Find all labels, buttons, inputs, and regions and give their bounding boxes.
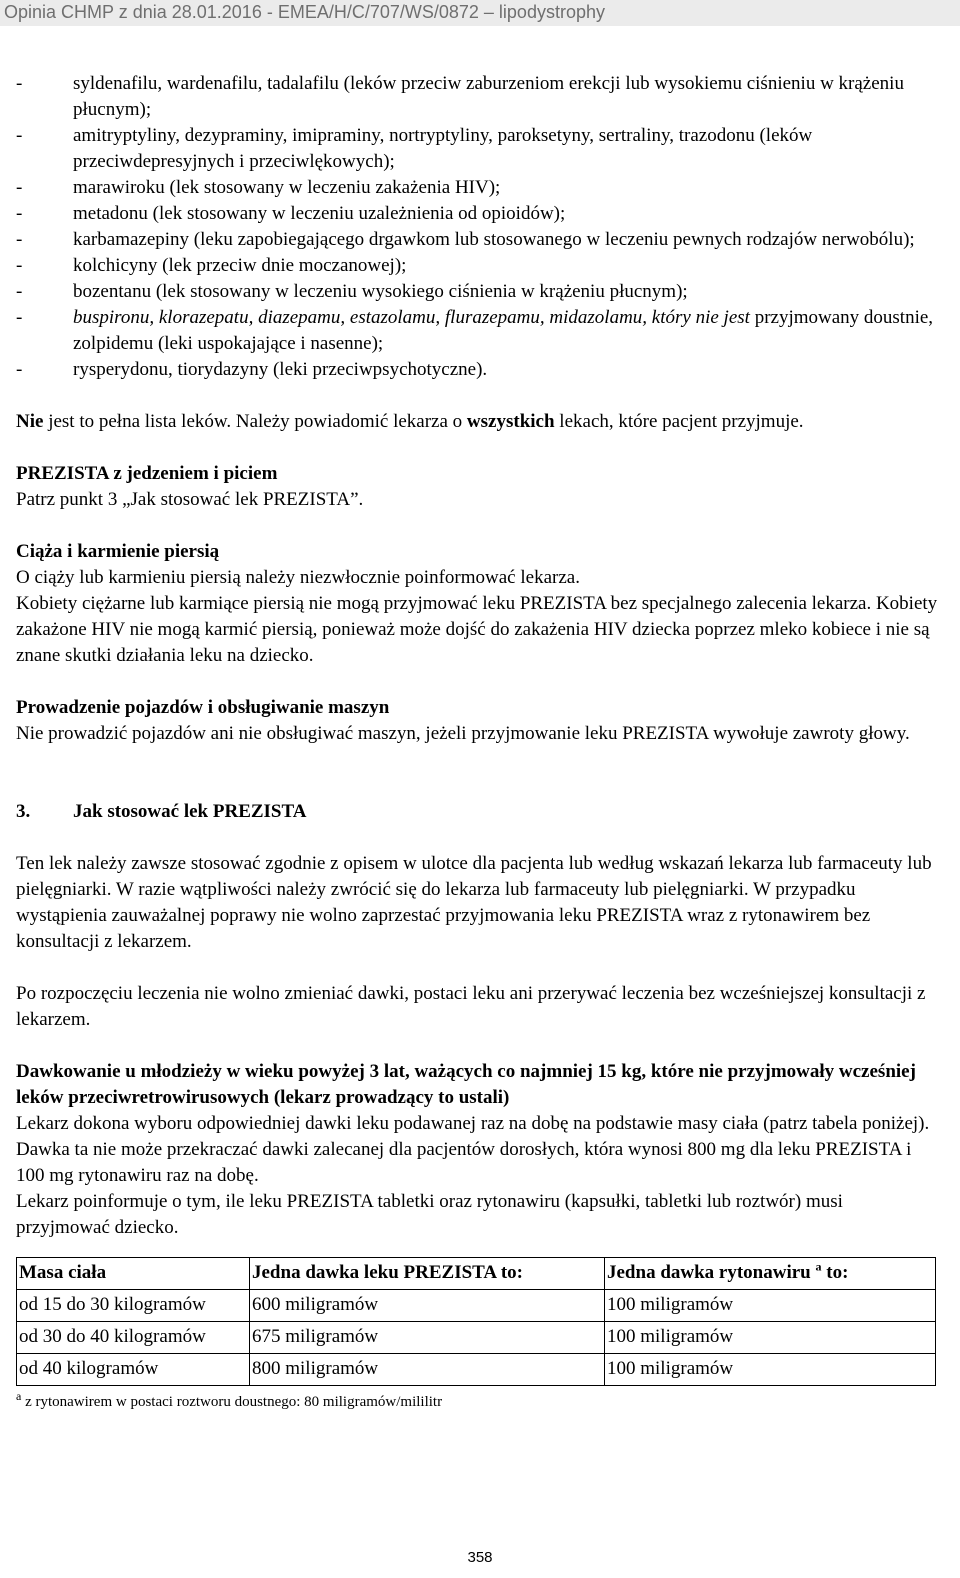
usage-paragraph: Ten lek należy zawsze stosować zgodnie z opisem w ulotce dla pacjenta lub według wskazań lekarza lub farmaceuty lub pielęgniarki. W razie wątpliwości należy zwrócić się do lekarza lub farmaceuty lub pielęgniarki. W przypadku wystąpienia zauważalnej poprawy nie wolno zaprzestać przyjmowania leku PREZISTA wraz z rytonawirem bez konsultacji z lekarzem.	[16, 853, 932, 952]
list-item: - bozentanu (lek stosowany w leczeniu wysokiego ciśnienia w krążeniu płucnym);	[16, 281, 688, 302]
table-cell: 800 miligramów	[250, 1354, 605, 1386]
list-item: - kolchicyny (lek przeciw dnie moczanowej);	[16, 255, 407, 276]
list-item: - karbamazepiny (leku zapobiegającego drgawkom lub stosowanego w leczeniu pewnych rodzajów nerwobólu);	[16, 229, 915, 250]
pregnancy-text: Kobiety ciężarne lub karmiące piersią nie mogą przyjmować leku PREZISTA bez specjalnego zalecenia lekarza. Kobiety zakażone HIV nie mogą karmić piersią, ponieważ może dojść do zakażenia HIV dziecka poprzez mleko kobiece i nie są znane skutki działania leku na dziecko.	[16, 593, 938, 666]
table-cell: 100 miligramów	[605, 1290, 936, 1322]
list-item: - metadonu (lek stosowany w leczeniu uzależnienia od opioidów);	[16, 203, 566, 224]
list-item: - marawiroku (lek stosowany w leczeniu zakażenia HIV);	[16, 177, 501, 198]
table-cell: od 15 do 30 kilogramów	[17, 1290, 250, 1322]
list-item: - amitryptyliny, dezypraminy, imipraminy, nortryptyliny, paroksetyny, sertraliny, trazodonu (leków przeciwdepresyjnych i przeciwlękowych);	[16, 125, 813, 172]
dosing-heading: Dawkowanie u młodzieży w wieku powyżej 3 lat, ważących co najmniej 15 kg, które nie przyjmowały wcześniej leków przeciwretrowirusowych (lekarz prowadzący to ustali)	[16, 1061, 916, 1108]
food-text: Patrz punkt 3 „Jak stosować lek PREZISTA”.	[16, 489, 364, 510]
table-cell: 100 miligramów	[605, 1354, 936, 1386]
list-item: - rysperydonu, tiorydazyny (leki przeciwpsychotyczne).	[16, 359, 488, 380]
table-header-row	[17, 1258, 936, 1290]
dosing-table	[16, 1257, 936, 1386]
table-cell: 600 miligramów	[250, 1290, 605, 1322]
dosing-text: Lekarz poinformuje o tym, ile leku PREZISTA tabletki oraz rytonawiru (kapsułki, tabletki lub roztwór) musi przyjmować dziecko.	[16, 1191, 843, 1238]
table-cell: 675 miligramów	[250, 1322, 605, 1354]
list-item: - syldenafilu, wardenafilu, tadalafilu (leków przeciw zaburzeniom erekcji lub wysokiemu ciśnieniu w krążeniu płucnym);	[16, 73, 904, 120]
list-item: - buspironu, klorazepatu, diazepamu, estazolamu, flurazepamu, midazolamu, który nie jest przyjmowany doustnie, zolpidemu (leki uspokajające i nasenne);	[16, 307, 934, 354]
table-row	[17, 1354, 936, 1386]
pregnancy-heading: Ciąża i karmienie piersią	[16, 541, 220, 562]
drug-list	[16, 71, 940, 383]
table-row	[17, 1290, 936, 1322]
table-header-cell: Masa ciała	[17, 1258, 250, 1290]
document-body	[16, 71, 940, 1412]
food-heading: PREZISTA z jedzeniem i piciem	[16, 463, 278, 484]
driving-heading: Prowadzenie pojazdów i obsługiwanie maszyn	[16, 697, 390, 718]
pregnancy-text: O ciąży lub karmieniu piersią należy niezwłocznie poinformować lekarza.	[16, 567, 580, 588]
table-cell: od 30 do 40 kilogramów	[17, 1322, 250, 1354]
table-footnote: $^a$ z rytonawirem w postaci roztworu doustnego: 80 miligramów/mililitr	[16, 1389, 443, 1410]
usage-paragraph: Po rozpoczęciu leczenia nie wolno zmieniać dawki, postaci leku ani przerywać leczenia bez wcześniejszej konsultacji z lekarzem.	[16, 983, 926, 1030]
table-header-cell: Jedna dawka rytonawiru $^a$ to:	[605, 1258, 936, 1290]
not-full-list-note: Nie jest to pełna lista leków. Należy powiadomić lekarza o wszystkich lekach, które pacjent przyjmuje.	[16, 411, 804, 432]
section-heading: 3. Jak stosować lek PREZISTA	[16, 801, 307, 822]
driving-text: Nie prowadzić pojazdów ani nie obsługiwać maszyn, jeżeli przyjmowanie leku PREZISTA wywołuje zawroty głowy.	[16, 723, 910, 744]
table-row	[17, 1322, 936, 1354]
page-number: 358	[467, 1549, 493, 1566]
table-cell: od 40 kilogramów	[17, 1354, 250, 1386]
dosing-text: Lekarz dokona wyboru odpowiedniej dawki leku podawanej raz na dobę na podstawie masy ciała (patrz tabela poniżej). Dawka ta nie może przekraczać dawki zalecanej dla pacjentów dorosłych, która wynosi 800 mg dla leku PREZISTA i 100 mg rytonawiru raz na dobę.	[16, 1113, 930, 1186]
page-header: Opinia CHMP z dnia 28.01.2016 - EMEA/H/C/707/WS/0872 – lipodystrophy	[0, 0, 960, 26]
table-header-cell: Jedna dawka leku PREZISTA to:	[250, 1258, 605, 1290]
table-cell: 100 miligramów	[605, 1322, 936, 1354]
